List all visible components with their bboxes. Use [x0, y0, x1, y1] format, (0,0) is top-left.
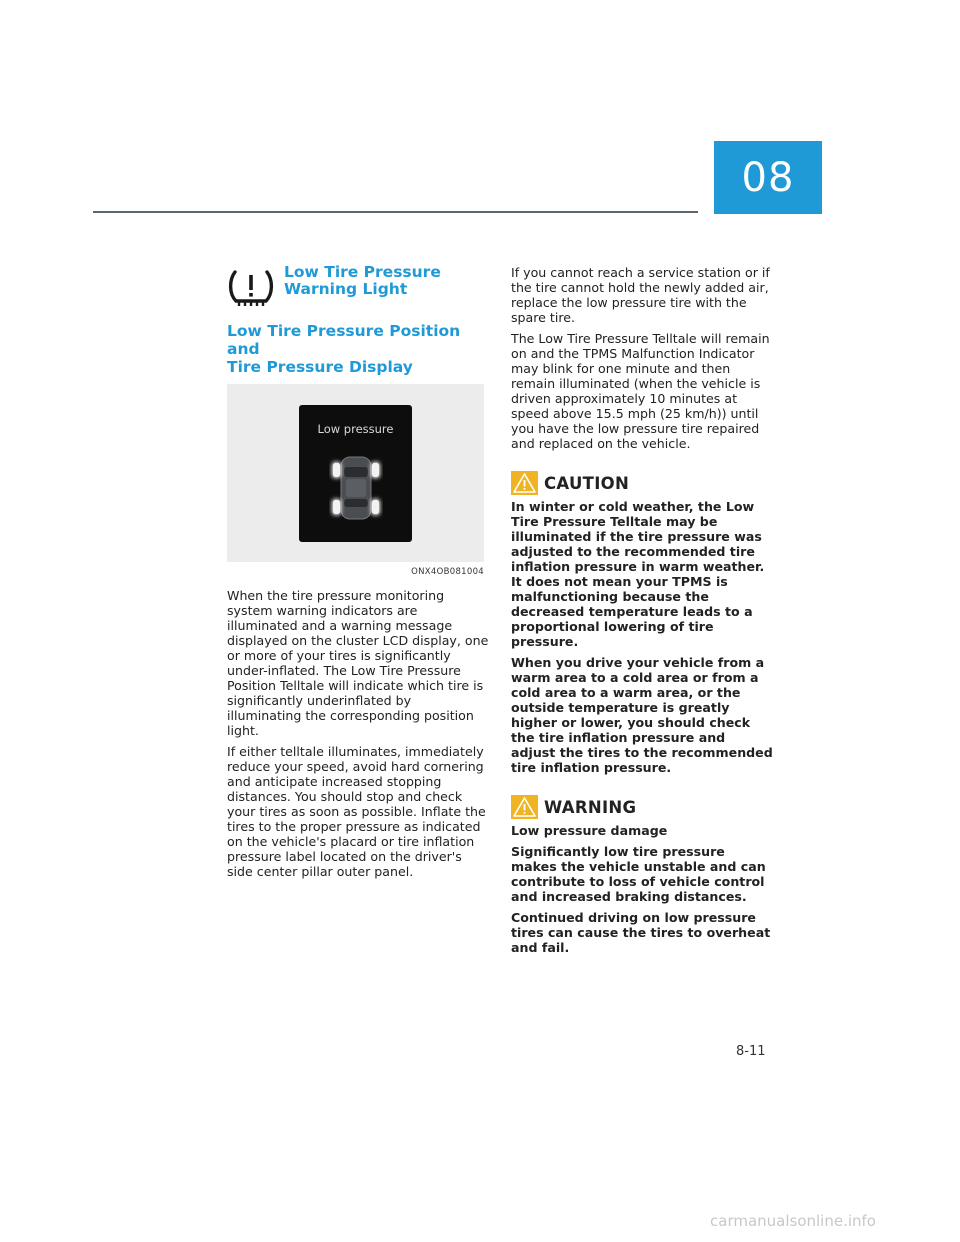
- tire-pressure-warning-icon: [227, 268, 275, 312]
- caution-paragraph: When you drive your vehicle from a warm area to a cold area or from a cold area to a warm area, or the outside temperature is greatly higher or lower, you should check the tire inflation pressure and adjust the tires to the recommended tire inflation pressure.: [511, 655, 773, 775]
- caution-paragraph: In winter or cold weather, the Low Tire Pressure Telltale may be illuminated if the tire pressure was adjusted to the recommended tire inflation pressure in warm weather. It does not mean your TPMS is malfunctioning because the decreased temperature leads to a proportional lowering of tire pressure.: [511, 499, 765, 649]
- paragraph: The Low Tire Pressure Telltale will remain on and the TPMS Malfunction Indicator may blink for one minute and then remain illuminated (when the vehicle is driven approximately 10 minutes at speed above 15.5 mph (25 km/h)) until you have the low pressure tire repaired and replaced on the vehicle.: [511, 331, 770, 451]
- chapter-tab: [714, 141, 822, 214]
- warning-triangle-icon: [511, 795, 538, 819]
- telltale-title-line: Warning Light: [284, 280, 408, 298]
- section-title-line: Low Tire Pressure Position and: [227, 322, 461, 358]
- low-pressure-message: Low pressure: [317, 422, 394, 436]
- caution-triangle-icon: [511, 471, 538, 495]
- figure-code: ONX4OB081004: [411, 567, 484, 577]
- chapter-divider-line: [93, 211, 698, 213]
- chapter-number: 08: [741, 154, 795, 201]
- page-number: 8-11: [736, 1044, 766, 1059]
- paragraph: When the tire pressure monitoring system warning indicators are illuminated and a warning message displayed on the cluster LCD display, one or more of your tires is significantly under-inflated. The Low Tire Pressure Position Telltale will indicate which tire is significantly underinflated by illuminating the corresponding position light.: [227, 588, 489, 738]
- warning-body: [511, 823, 773, 955]
- left-column: [227, 262, 489, 885]
- paragraph: If either telltale illuminates, immediately reduce your speed, avoid hard cornering and anticipate increased stopping distances. You should stop and check your tires as soon as possible. Inflate the tires to the proper pressure as indicated on the vehicle's placard or tire inflation pressure label located on the driver's side center pillar outer panel.: [227, 744, 486, 879]
- warning-paragraph: Low pressure damage: [511, 823, 668, 838]
- paragraph: If you cannot reach a service station or if the tire cannot hold the newly added air, replace the low pressure tire with the spare tire.: [511, 265, 770, 325]
- telltale-title: [284, 264, 441, 298]
- caution-heading: [511, 471, 773, 495]
- warning-paragraph: Continued driving on low pressure tires can cause the tires to overheat and fail.: [511, 910, 771, 955]
- section-title-line: Tire Pressure Display: [227, 358, 413, 376]
- cluster-display-figure: [227, 384, 484, 562]
- warning-heading: [511, 795, 773, 819]
- warning-paragraph: Significantly low tire pressure makes the vehicle unstable and can contribute to loss of vehicle control and increased braking distances.: [511, 844, 766, 904]
- watermark: carmanualsonline.info: [710, 1212, 876, 1230]
- cluster-lcd-screen: [299, 405, 412, 542]
- telltale-heading: [227, 262, 489, 312]
- right-column: [511, 265, 773, 961]
- caution-body: [511, 499, 773, 775]
- caution-title: CAUTION: [544, 473, 630, 493]
- left-body-text: [227, 588, 489, 879]
- telltale-title-line: Low Tire Pressure: [284, 263, 441, 281]
- warning-title: WARNING: [544, 797, 637, 817]
- car-top-view-icon: [329, 453, 383, 523]
- section-title: [227, 322, 489, 376]
